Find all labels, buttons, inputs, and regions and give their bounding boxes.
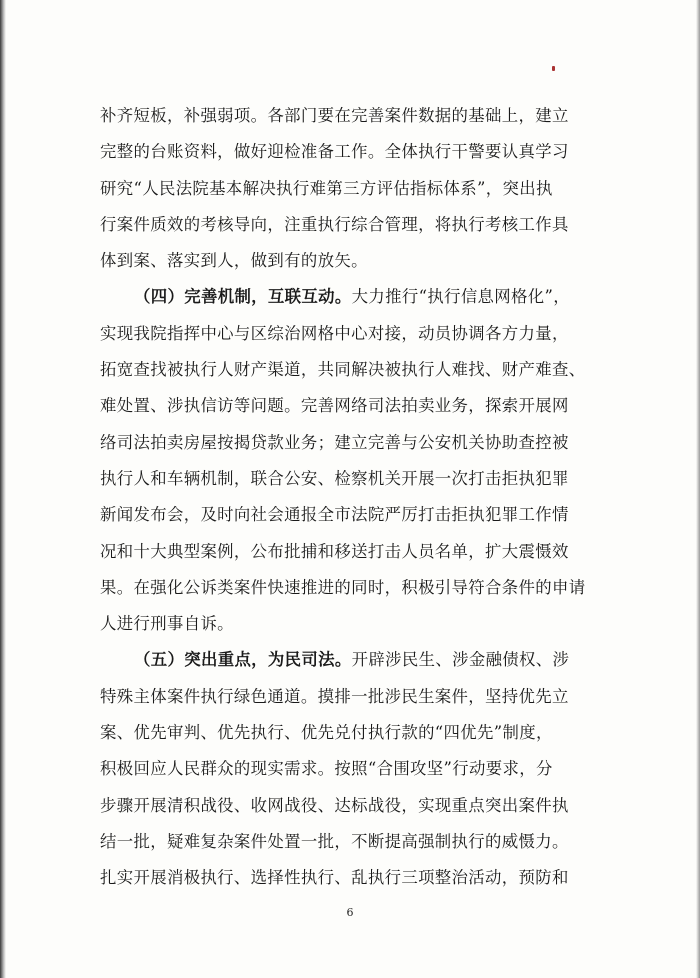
scan-edge-left [0,0,6,978]
section-text: 大力推行“执行信息网格化”， [351,287,570,307]
text-line: 案、优先审判、优先执行、优先兑付执行款的“四优先”制度， [100,723,553,743]
text-line: 积极回应人民群众的现实需求。按照“合围攻坚”行动要求，分 [100,759,553,779]
section-first-line [100,642,610,678]
text-line: 结一批，疑难复杂案件处置一批，不断提高强制执行的威慑力。 [100,831,569,851]
text-line: 研究“人民法院基本解决执行难第三方评估指标体系”，突出执 [100,178,553,198]
red-ink-mark [552,66,555,71]
text-line: 行案件质效的考核导向，注重执行综合管理，将执行考核工作具 [100,214,569,234]
text-line: 难处置、涉执信访等问题。完善网络司法拍卖业务，探索开展网 [100,396,569,416]
body-text [100,98,610,897]
page-number: 6 [346,906,354,919]
text-line: 体到案、落实到人，做到有的放矢。 [100,251,368,271]
text-line: 步骤开展清积战役、收网战役、达标战役，实现重点突出案件执 [100,795,569,815]
text-line: 拓宽查找被执行人财产渠道，共同解决被执行人难找、财产难查、 [100,360,586,380]
text-line: 补齐短板，补强弱项。各部门要在完善案件数据的基础上，建立 [100,106,569,125]
text-line: 特殊主体案件执行绿色通道。摸排一批涉民生案件，坚持优先立 [100,686,569,706]
text-line: 完整的台账资料，做好迎检准备工作。全体执行干警要认真学习 [100,142,569,162]
text-line: 扎实开展消极执行、选择性执行、乱执行三项整治活动，预防和 [100,868,569,888]
section-heading: （五）突出重点，为民司法。 [134,650,352,670]
section-heading: （四）完善机制，互联互动。 [134,287,352,307]
text-line: 人进行刑事自诉。 [100,614,234,634]
scan-edge-right [696,0,700,978]
text-line: 况和十大典型案例，公布批捕和移送打击人员名单，扩大震慑效 [100,541,569,561]
section-first-line [100,279,610,315]
text-line: 络司法拍卖房屋按揭贷款业务；建立完善与公安机关协助查控被 [100,432,569,452]
text-line: 果。在强化公诉类案件快速推进的同时，积极引导符合条件的申请 [100,577,586,597]
text-line: 新闻发布会，及时向社会通报全市法院严厉打击拒执犯罪工作情 [100,505,569,525]
text-line: 执行人和车辆机制，联合公安、检察机关开展一次打击拒执犯罪 [100,468,569,488]
section-text: 开辟涉民生、涉金融债权、涉 [351,650,570,670]
text-line: 实现我院指挥中心与区综治网格中心对接，动员协调各方力量， [100,323,569,343]
